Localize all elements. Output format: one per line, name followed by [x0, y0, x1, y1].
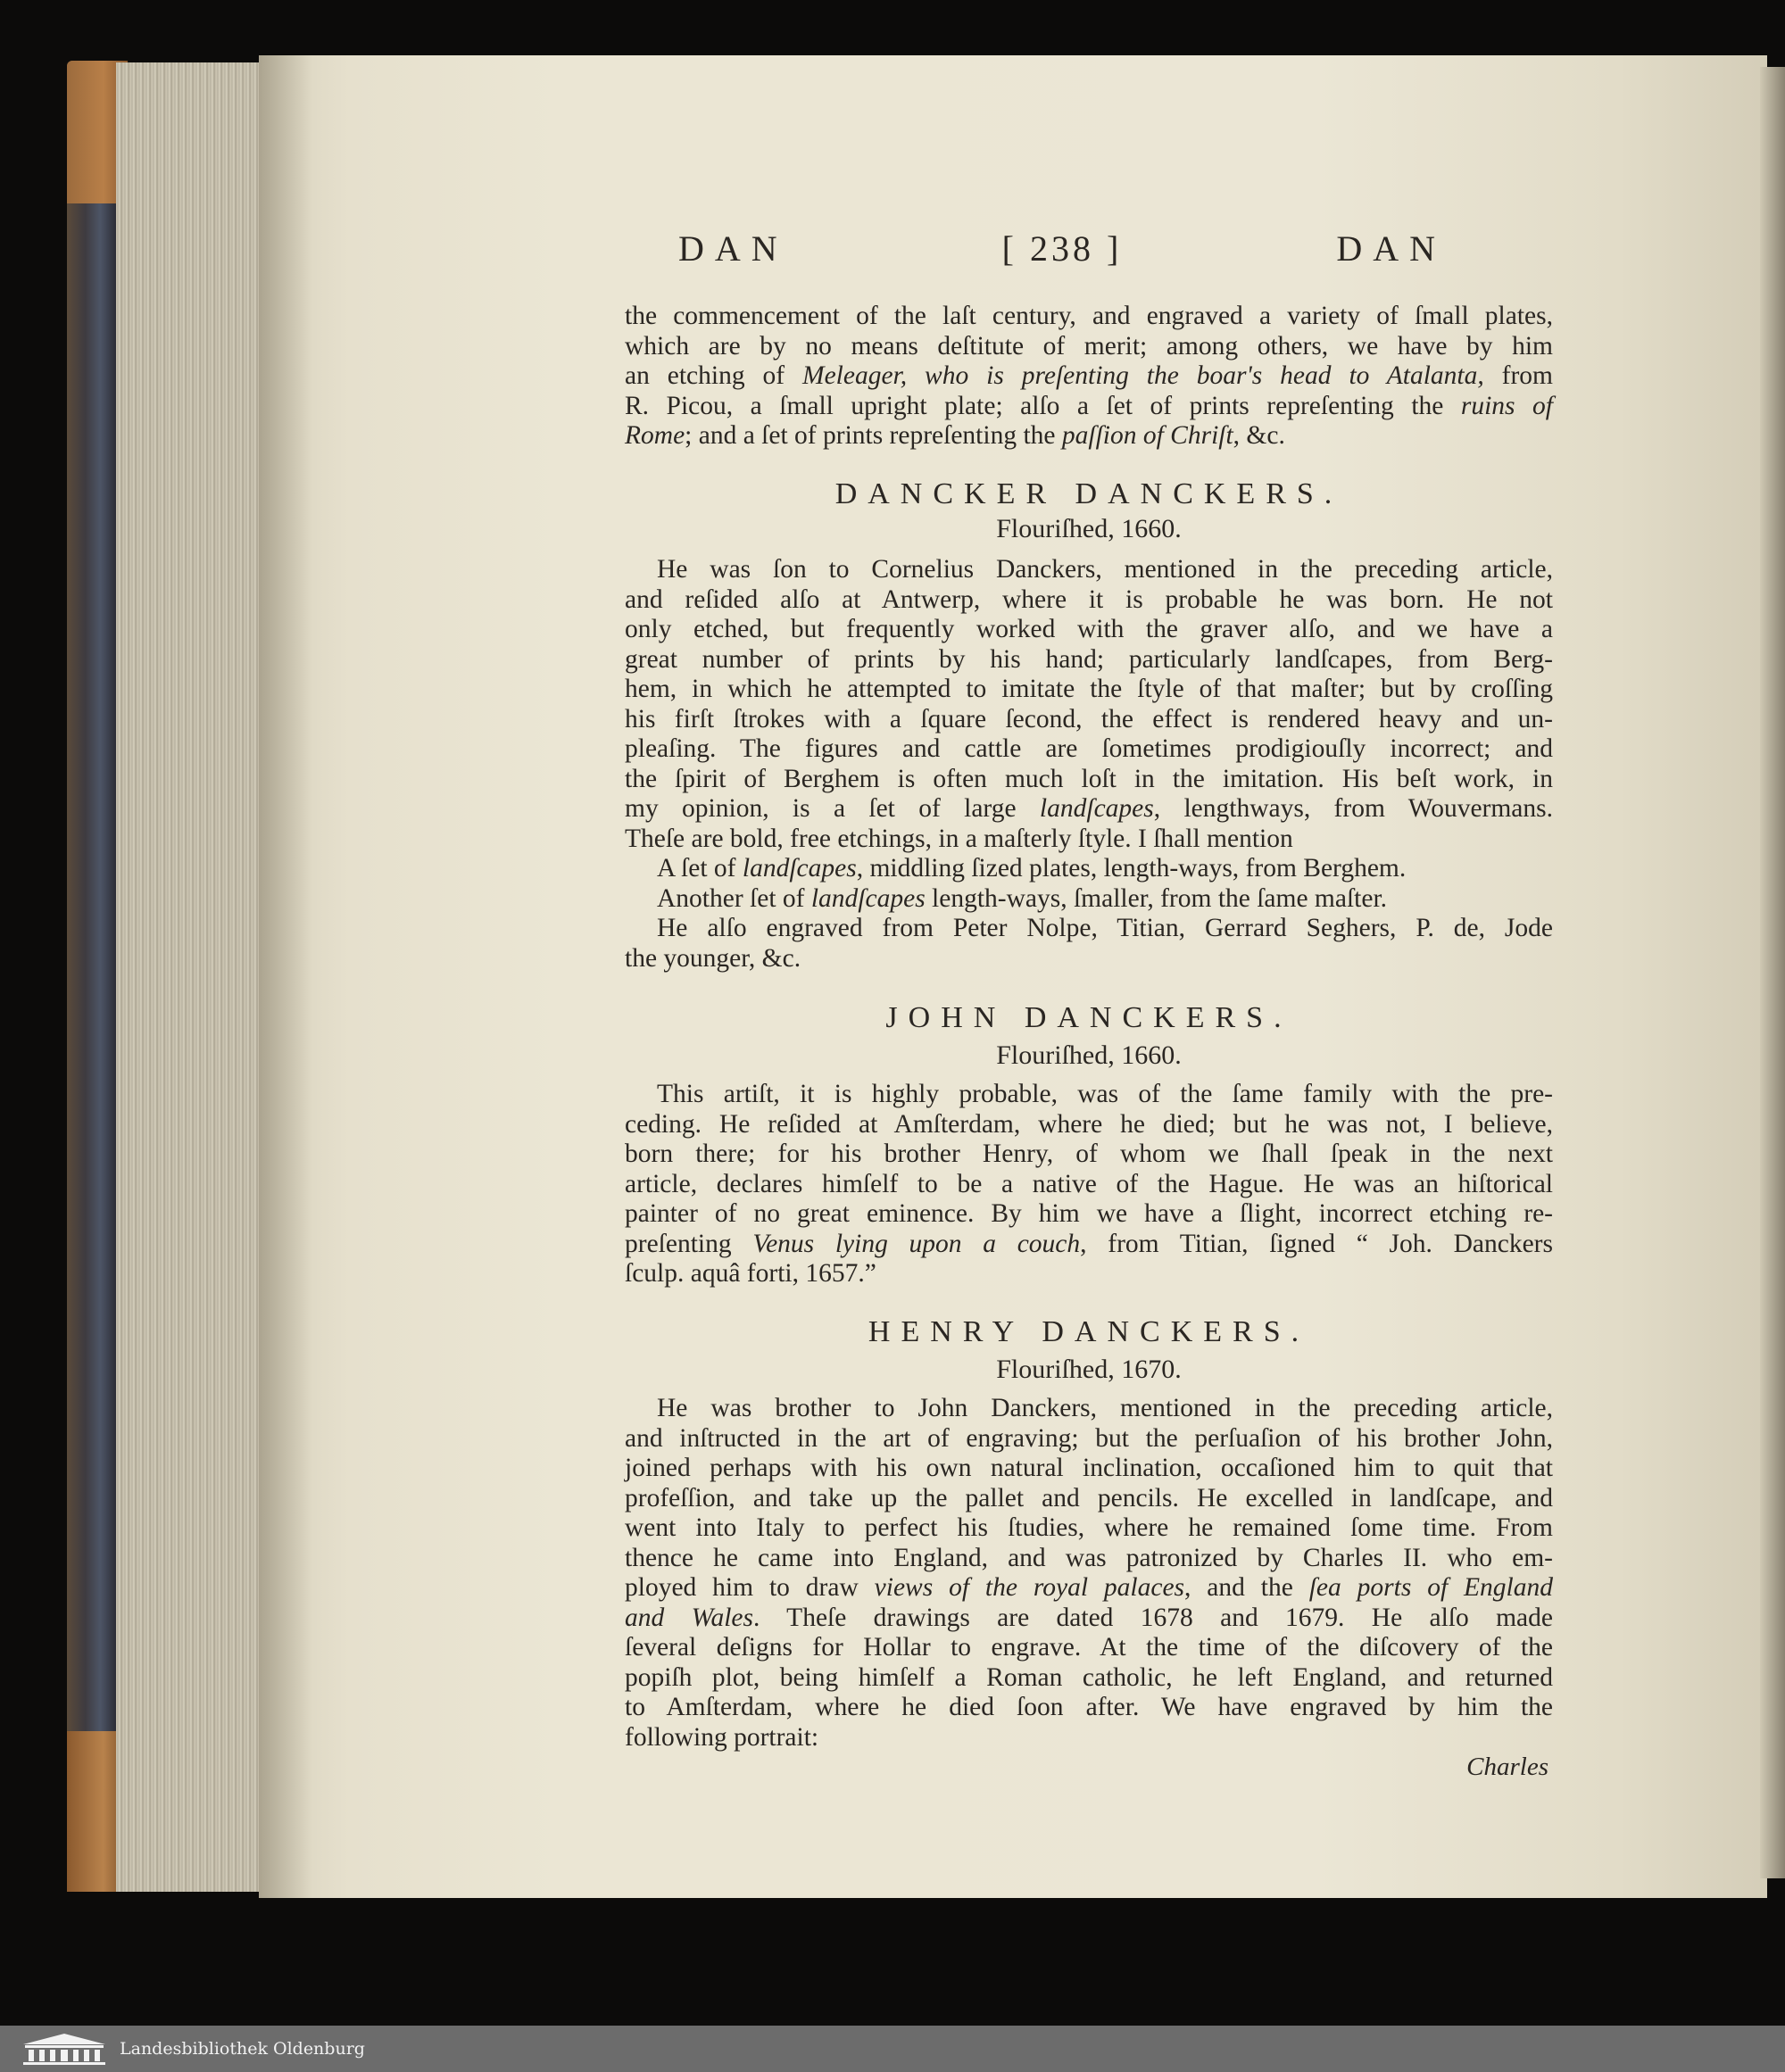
text-line: thence he came into England, and was patronized by Charles II. who em- — [625, 1543, 1553, 1572]
text-line: He alſo engraved from Peter Nolpe, Titian, Gerrard Seghers, P. de, Jode — [657, 914, 1553, 942]
italic-title: paſſion of Chriſt — [1061, 421, 1233, 450]
text-line: and Wales. Theſe drawings are dated 1678 and 1679. He alſo made — [625, 1603, 1553, 1632]
text-line: went into Italy to perfect his ſtudies, where he remained ſome time. From — [625, 1513, 1553, 1542]
text-line: an etching of Meleager, who is preſenting the boar's head to Atalanta, from — [625, 361, 1554, 390]
running-head — [678, 228, 1446, 269]
footer-bar — [0, 2026, 1785, 2072]
text-line: Another ſet of landſcapes length-ways, ſmaller, from the ſame maſter. — [657, 883, 1388, 913]
text-line: only etched, but frequently worked with the graver alſo, and we have a — [625, 615, 1553, 643]
page-edges — [116, 62, 259, 1892]
text-line: Theſe are bold, free etchings, in a maſterly ſtyle. I ſhall mention — [625, 824, 1293, 853]
section-heading-henry: HENRY DANCKERS. — [868, 1315, 1310, 1348]
text-line: the younger, &c. — [625, 943, 801, 973]
text-line: A ſet of landſcapes, middling ſized plates, length-ways, from Berghem. — [657, 854, 1407, 883]
text-line: preſenting Venus lying upon a couch, from Titian, ſigned “ Joh. Danckers — [625, 1229, 1553, 1258]
footer-label: Landesbibliothek Oldenburg — [120, 2039, 365, 2059]
text-line: which are by no means deſtitute of merit; among others, we have by him — [625, 331, 1553, 361]
flourished-dancker: Flouriſhed, 1660. — [996, 514, 1182, 543]
italic-title: Meleager, who is preſenting the boar's head to Atalanta, — [802, 361, 1484, 390]
italic-title: ruins of — [1460, 391, 1553, 420]
intro-paragraph — [625, 302, 1553, 452]
text-line: ſculp. aquâ forti, 1657.” — [625, 1259, 876, 1288]
text-line: ployed him to draw views of the royal palaces, and the ſea ports of England — [625, 1573, 1553, 1602]
italic-title: landſcapes — [810, 883, 926, 913]
section-heading-john: JOHN DANCKERS. — [885, 1001, 1292, 1034]
section-text-dancker — [625, 555, 1553, 974]
text-line: This artiſt, it is highly probable, was of the ſame family with the pre- — [657, 1080, 1553, 1108]
italic-title: landſcapes — [1039, 794, 1154, 823]
text-line: joined perhaps with his own natural inclination, occaſioned him to quit that — [625, 1454, 1553, 1482]
section-text-henry — [625, 1394, 1553, 1753]
text-line: and inſtructed in the art of engraving; but the perſuaſion of his brother John, — [625, 1423, 1553, 1453]
text-line: ſeveral deſigns for Hollar to engrave. At the time of the diſcovery of the — [625, 1633, 1553, 1662]
text-line: to Amſterdam, where he died ſoon after. We have engraved by him the — [625, 1693, 1553, 1721]
text-line: painter of no great eminence. By him we have a ſlight, incorrect etching re- — [625, 1199, 1553, 1228]
text-line: popiſh plot, being himſelf a Roman catholic, he left England, and returned — [625, 1662, 1553, 1692]
text-line: R. Picou, a ſmall upright plate; alſo a ſet of prints repreſenting the ruins of — [625, 391, 1553, 420]
text-line: He was brother to John Danckers, mentioned in the preceding article, — [657, 1394, 1553, 1422]
page-number: [ 238 ] — [1001, 228, 1123, 269]
section-heading-dancker: DANCKER DANCKERS. — [834, 477, 1343, 510]
flourished-henry: Flouriſhed, 1670. — [996, 1355, 1182, 1384]
text-line: the ſpirit of Berghem is often much loſt in the imitation. His beſt work, in — [625, 764, 1553, 793]
running-head-right: DAN — [1336, 228, 1446, 269]
gutter-shadow — [259, 55, 312, 1898]
text-line: Rome; and a ſet of prints repreſenting the paſſion of Chriſt, &c. — [625, 421, 1285, 450]
flourished-john: Flouriſhed, 1660. — [996, 1040, 1182, 1070]
text-line: hem, in which he attempted to imitate the ſtyle of that maſter; but by croſſing — [625, 675, 1553, 703]
italic-title: and Wales — [625, 1603, 753, 1632]
text-line: my opinion, is a ſet of large landſcapes, lengthways, from Wouvermans. — [625, 794, 1554, 823]
facing-page-edge — [1760, 67, 1785, 1878]
section-text-john — [625, 1080, 1553, 1289]
italic-title: landſcapes — [742, 854, 857, 883]
italic-title: views of the royal palaces — [874, 1573, 1185, 1602]
text-line: his firſt ſtrokes with a ſquare ſecond, the effect is rendered heavy and un- — [625, 704, 1553, 733]
text-line: born there; for his brother Henry, of whom we ſhall ſpeak in the next — [625, 1140, 1553, 1168]
text-line: ceding. He reſided at Amſterdam, where he died; but he was not, I believe, — [625, 1109, 1553, 1139]
text-line: the commencement of the laſt century, and engraved a variety of ſmall plates, — [625, 302, 1553, 330]
italic-title: Rome — [625, 421, 685, 450]
text-line: profeſſion, and take up the pallet and pencils. He excelled in landſcape, and — [625, 1483, 1553, 1513]
text-line: pleaſing. The figures and cattle are ſometimes prodigiouſly incorrect; and — [625, 734, 1553, 763]
text-line: great number of prints by his hand; particularly landſcapes, from Berg- — [625, 644, 1553, 674]
text-line: and reſided alſo at Antwerp, where it is probable he was born. He not — [625, 584, 1553, 614]
text-line: He was ſon to Cornelius Danckers, mentioned in the preceding article, — [657, 555, 1553, 584]
italic-title: ſea ports of England — [1308, 1573, 1553, 1602]
italic-title: Venus lying upon a couch — [752, 1229, 1081, 1258]
running-head-left: DAN — [678, 228, 788, 269]
library-building-icon — [20, 2032, 109, 2066]
text-line: following portrait: — [625, 1722, 819, 1752]
catchword: Charles — [1466, 1753, 1548, 1781]
text-line: article, declares himſelf to be a native of the Hague. He was an hiſtorical — [625, 1169, 1553, 1198]
